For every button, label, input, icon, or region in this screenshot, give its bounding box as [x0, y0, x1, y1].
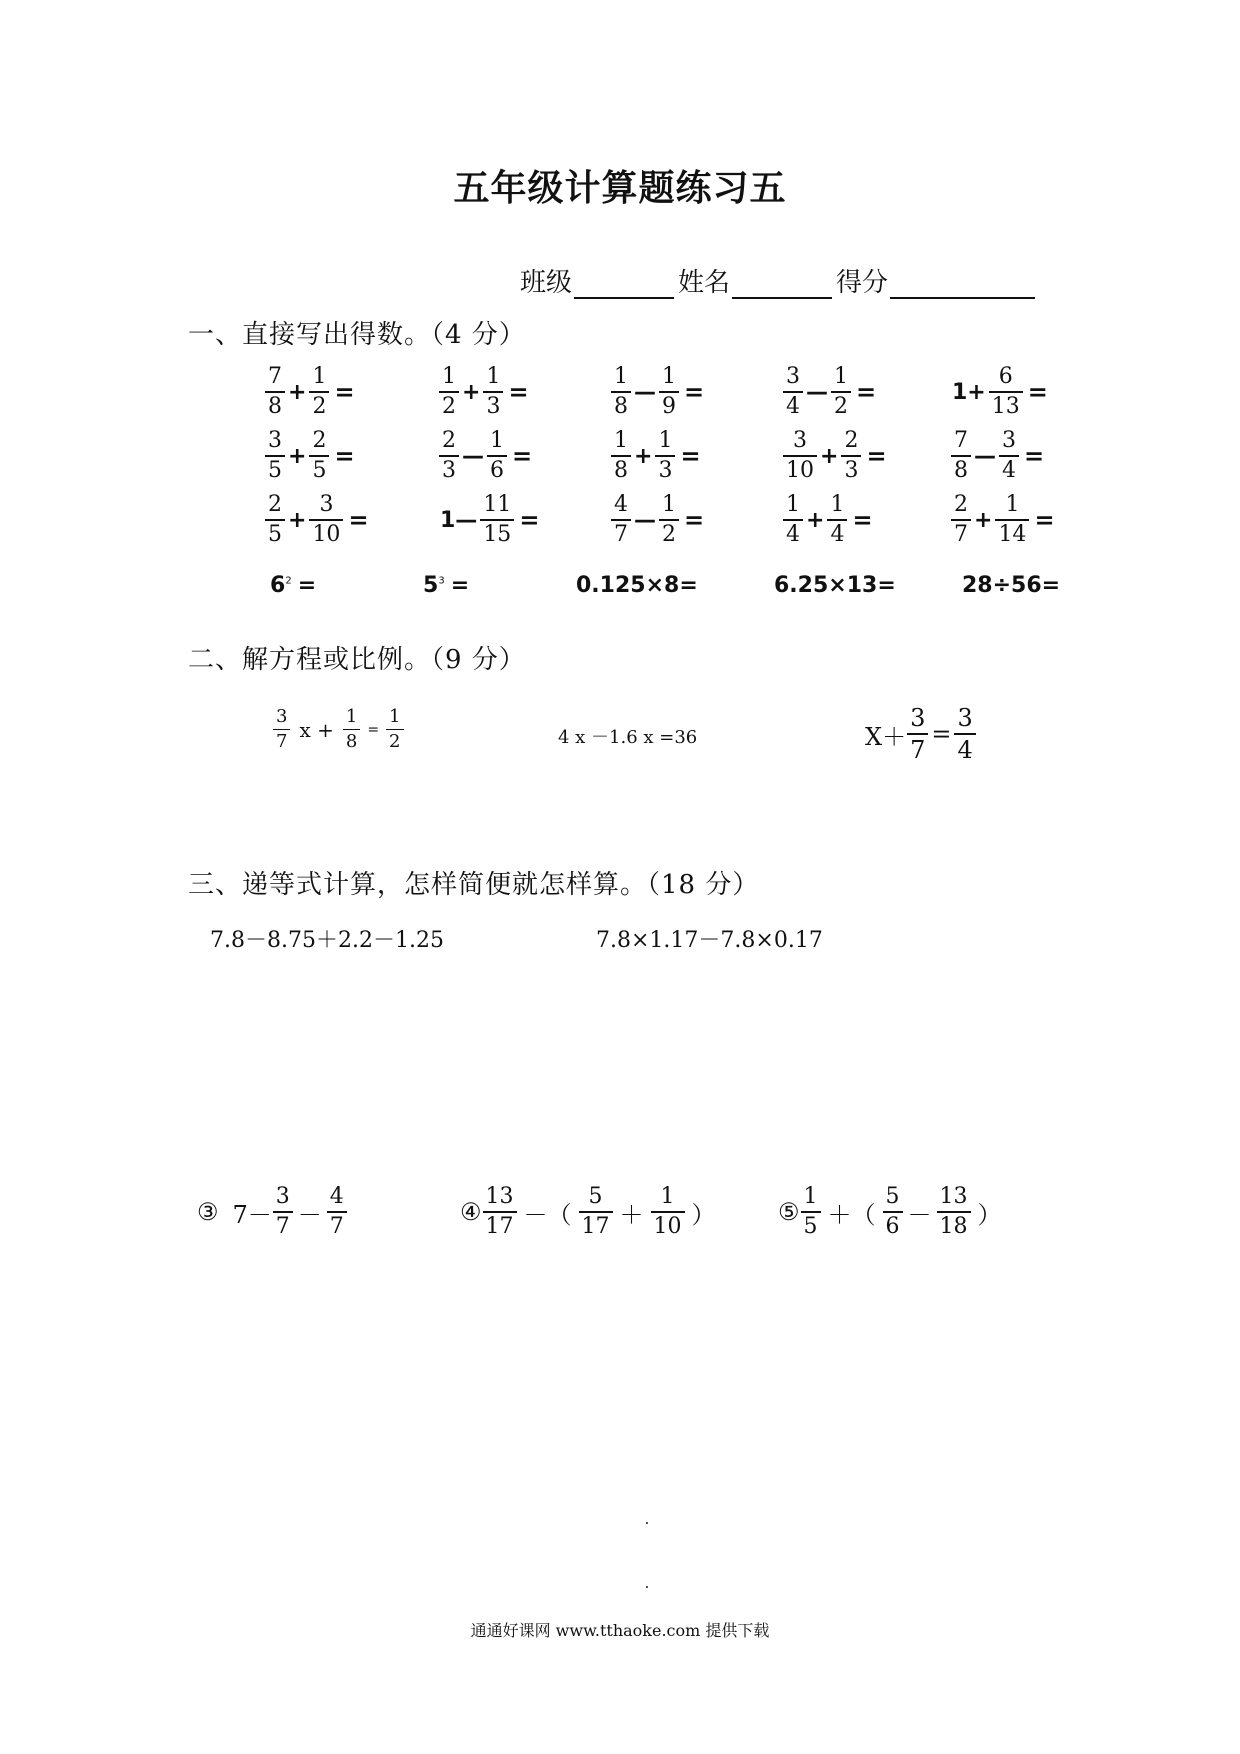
operator: — [634, 507, 656, 533]
score-blank[interactable] [890, 267, 1035, 299]
operator: 1— [440, 507, 478, 533]
fraction: $\frac{2}{5}$ [265, 494, 285, 546]
oral-calc-item [950, 366, 1048, 418]
oral-calc-item: $6^2$ = [270, 573, 317, 598]
operator: — [974, 443, 996, 469]
fraction: $\frac{2}{3}$ [439, 430, 459, 482]
fraction: $\frac{1}{2}$ [439, 366, 459, 418]
fraction: $\frac{3}{4}$ [999, 430, 1019, 482]
equals-sign: = [684, 378, 705, 406]
class-blank[interactable] [574, 267, 674, 299]
fraction: $\frac{1}{2}$ [659, 494, 679, 546]
equation-3 [865, 706, 977, 762]
operator: + [288, 507, 307, 533]
operator: － [907, 1200, 932, 1229]
operator: + [288, 379, 307, 405]
equals-sign: = [684, 506, 705, 534]
problem-5 [778, 1186, 1002, 1238]
problem-number: ④ [460, 1198, 482, 1226]
oral-calc-item [264, 430, 355, 482]
fraction: $\frac{7}{8}$ [265, 366, 285, 418]
fraction: $\frac{11}{15}$ [480, 494, 514, 546]
oral-calc-item [264, 494, 369, 546]
fraction: $\frac{2}{7}$ [951, 494, 971, 546]
operator: — [462, 443, 484, 469]
equals-sign: = [931, 720, 952, 748]
oral-calc-item: $5^3$ = [423, 573, 470, 598]
section1-heading: 一、直接写出得数。（4 分） [188, 320, 526, 350]
problem-3 [197, 1186, 348, 1238]
operator: + [288, 443, 307, 469]
section2-heading: 二、解方程或比例。（9 分） [188, 645, 526, 675]
class-label: 班级 [520, 268, 573, 298]
student-info [520, 262, 1039, 299]
operator: －（ [523, 1200, 572, 1229]
fraction: $\frac{13}{17}$ [483, 1186, 517, 1238]
fraction: $\frac{2}{5}$ [309, 430, 329, 482]
fraction: $\frac{1}{5}$ [801, 1186, 821, 1238]
fraction: $\frac{1}{8}$ [611, 430, 631, 482]
fraction: $\frac{1}{3}$ [655, 430, 675, 482]
fraction: $\frac{1}{6}$ [487, 430, 507, 482]
fraction: $\frac{1}{10}$ [651, 1186, 685, 1238]
operator: 1+ [952, 379, 986, 405]
oral-calc-item [782, 494, 873, 546]
problem-4 [460, 1186, 716, 1238]
fraction: $\frac{1}{3}$ [483, 366, 503, 418]
oral-calc-item: 28÷56= [962, 573, 1061, 598]
oral-calc-item [438, 366, 529, 418]
operator: — [634, 379, 656, 405]
equation-1 [272, 708, 405, 751]
equals-sign: = [852, 506, 873, 534]
fraction: $\frac{3}{4}$ [783, 366, 803, 418]
fraction: $\frac{5}{6}$ [883, 1186, 903, 1238]
fraction: $\frac{3}{7}$ [273, 708, 290, 751]
fraction: $\frac{1}{2}$ [831, 366, 851, 418]
operator: + [462, 379, 481, 405]
oral-calc-item [610, 366, 704, 418]
operator: ＋（ [827, 1200, 876, 1229]
scan-dot [646, 1586, 648, 1588]
equals-sign: = [512, 442, 533, 470]
fraction: $\frac{4}{7}$ [611, 494, 631, 546]
operator: + [820, 443, 839, 469]
equation-term: x + [299, 717, 334, 742]
equation-lead: X＋ [865, 722, 907, 751]
fraction: $\frac{7}{8}$ [951, 430, 971, 482]
fraction: $\frac{1}{2}$ [309, 366, 329, 418]
name-blank[interactable] [732, 267, 832, 299]
equals-sign: = [1027, 378, 1048, 406]
oral-calc-item: 6.25×13= [774, 573, 896, 598]
name-label: 姓名 [678, 268, 731, 298]
fraction: $\frac{1}{2}$ [386, 708, 403, 751]
expression-term: 7－ [232, 1200, 272, 1229]
oral-calc-item [950, 430, 1044, 482]
problem-number: ⑤ [778, 1198, 800, 1226]
equals-sign: = [1024, 442, 1045, 470]
fraction: $\frac{3}{7}$ [907, 706, 928, 762]
problem-number: ③ [197, 1198, 219, 1226]
fraction: $\frac{5}{17}$ [579, 1186, 613, 1238]
fraction: $\frac{1}{9}$ [659, 366, 679, 418]
oral-calc-item [438, 430, 532, 482]
scan-dot [646, 1522, 648, 1524]
fraction: $\frac{3}{10}$ [783, 430, 817, 482]
oral-calc-item [610, 430, 701, 482]
fraction: $\frac{1}{4}$ [827, 494, 847, 546]
equals-sign: = [334, 378, 355, 406]
fraction: $\frac{3}{10}$ [309, 494, 343, 546]
equals-sign: = [508, 378, 529, 406]
equals-sign: = [856, 378, 877, 406]
oral-calc-item: 0.125×8= [576, 573, 698, 598]
fraction: $\frac{3}{7}$ [273, 1186, 293, 1238]
oral-calc-item [950, 494, 1055, 546]
fraction: $\frac{1}{8}$ [611, 366, 631, 418]
section3-heading: 三、递等式计算，怎样简便就怎样算。（18 分） [188, 870, 760, 900]
oral-calc-item [782, 430, 887, 482]
operator: ） [691, 1200, 716, 1229]
fraction: $\frac{4}{7}$ [327, 1186, 347, 1238]
equals-sign: = [519, 506, 540, 534]
operator: + [974, 507, 993, 533]
fraction: $\frac{13}{18}$ [937, 1186, 971, 1238]
page-title: 五年级计算题练习五 [453, 168, 787, 209]
equals-sign: = [866, 442, 887, 470]
fraction: $\frac{1}{4}$ [783, 494, 803, 546]
oral-calc-item [264, 366, 355, 418]
equation-2: 4 x －1.6 x =36 [558, 727, 698, 748]
footer-text: 通通好课网 www.tthaoke.com 提供下载 [470, 1621, 770, 1640]
operator: + [806, 507, 825, 533]
equals-sign: = [1034, 506, 1055, 534]
equals-sign: = [348, 506, 369, 534]
operator: — [806, 379, 828, 405]
fraction: $\frac{1}{14}$ [995, 494, 1029, 546]
oral-calc-item [782, 366, 876, 418]
oral-calc-item [438, 494, 539, 546]
fraction: $\frac{2}{3}$ [841, 430, 861, 482]
oral-calc-item [610, 494, 704, 546]
equals-sign: = [334, 442, 355, 470]
operator: － [297, 1200, 322, 1229]
expression-1: 7.8－8.75＋2.2－1.25 [210, 928, 444, 953]
equals-sign: = [367, 721, 380, 738]
fraction: $\frac{1}{8}$ [343, 708, 360, 751]
operator: + [634, 443, 653, 469]
fraction: $\frac{3}{4}$ [954, 706, 975, 762]
expression-2: 7.8×1.17－7.8×0.17 [596, 928, 823, 953]
score-label: 得分 [836, 268, 889, 298]
fraction: $\frac{6}{13}$ [989, 366, 1023, 418]
operator: ＋ [619, 1200, 644, 1229]
operator: ） [977, 1200, 1002, 1229]
fraction: $\frac{3}{5}$ [265, 430, 285, 482]
equals-sign: = [680, 442, 701, 470]
